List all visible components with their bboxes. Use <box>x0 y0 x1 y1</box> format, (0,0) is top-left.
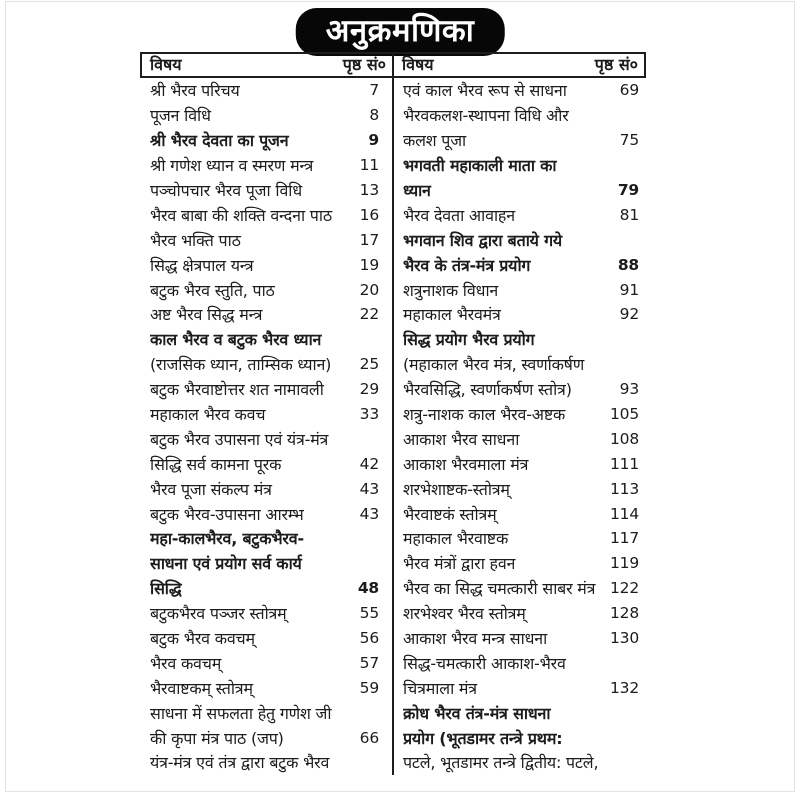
entry-title: बटुक भैरव कवचम् <box>150 629 255 649</box>
entry-page-number: 111 <box>610 454 639 473</box>
entry-page-number: 113 <box>610 479 639 498</box>
toc-entry <box>140 103 392 128</box>
entry-title: भैरव भक्ति पाठ <box>150 230 241 250</box>
entry-title: अष्ट भैरव सिद्ध मन्त्र <box>150 305 263 325</box>
toc-entry <box>394 352 646 377</box>
entry-page-number: 55 <box>359 604 379 623</box>
toc-entry <box>140 178 392 203</box>
entry-page-number: 122 <box>610 579 639 598</box>
toc-entry <box>394 626 646 651</box>
toc-entry <box>394 377 646 402</box>
toc-entry <box>140 227 392 252</box>
toc-entry <box>140 78 392 103</box>
entry-page-number: 11 <box>359 156 379 175</box>
entry-page-number: 22 <box>359 305 379 324</box>
toc-entry <box>394 700 646 725</box>
entry-title: महा-कालभैरव, बटुकभैरव- <box>150 529 304 549</box>
entry-title: यंत्र-मंत्र एवं तंत्र द्वारा बटुक भैरव <box>150 753 330 773</box>
toc-entry <box>394 551 646 576</box>
entry-title: शत्रु-नाशक काल भैरव-अष्टक <box>403 405 566 425</box>
toc-entry <box>140 551 392 576</box>
entry-page-number: 105 <box>610 405 639 424</box>
entry-page-number: 59 <box>359 678 379 697</box>
entry-title: भैरव के तंत्र-मंत्र प्रयोग <box>403 255 531 275</box>
entry-title: प्रयोग (भूतडामर तन्त्रे प्रथम: <box>403 728 563 748</box>
toc-entry <box>140 128 392 153</box>
toc-entry <box>394 202 646 227</box>
entry-title: पटले, भूतडामर तन्त्रे द्वितीय: पटले, <box>403 753 599 773</box>
entry-title: भैरवाष्टकं स्तोत्रम् <box>403 504 497 524</box>
entry-title: भैरव कवचम् <box>150 653 222 673</box>
entry-title: भैरवकलश-स्थापना विधि और <box>403 106 569 126</box>
entry-title: भगवती महाकाली माता का <box>403 156 557 176</box>
entry-page-number: 17 <box>359 230 379 249</box>
toc-entry <box>394 178 646 203</box>
entry-page-number: 9 <box>368 131 379 150</box>
entry-title: बटुक भैरवाष्टोत्तर शत नामावली <box>150 380 324 400</box>
entry-title: (राजसिक ध्यान, ताम्सिक ध्यान) <box>150 355 332 375</box>
toc-entry <box>394 78 646 103</box>
entry-page-number: 42 <box>359 454 379 473</box>
entry-title: चित्रमाला मंत्र <box>403 678 477 698</box>
toc-entry <box>140 426 392 451</box>
entry-page-number: 33 <box>359 405 379 424</box>
entry-title: भैरव बाबा की शक्ति वन्दना पाठ <box>150 205 332 225</box>
toc-entry <box>394 750 646 775</box>
entry-page-number: 132 <box>610 678 639 697</box>
toc-entry <box>140 675 392 700</box>
toc-entry <box>140 352 392 377</box>
toc-entry <box>140 650 392 675</box>
toc-entry <box>394 277 646 302</box>
toc-entry <box>394 576 646 601</box>
toc-entry <box>394 103 646 128</box>
toc-header-right <box>394 52 646 78</box>
entry-title: आकाश भैरव साधना <box>403 429 520 449</box>
entry-title: साधना एवं प्रयोग सर्व कार्य <box>150 554 302 574</box>
toc-entry <box>140 402 392 427</box>
toc-entry <box>394 476 646 501</box>
entry-title: आकाश भैरव मन्त्र साधना <box>403 629 548 649</box>
entry-title: भगवान शिव द्वारा बताये गये <box>403 230 562 250</box>
entry-title: भैरव पूजा संकल्प मंत्र <box>150 479 272 499</box>
entry-title: शत्रुनाशक विधान <box>403 280 499 300</box>
toc-entry <box>140 576 392 601</box>
entry-page-number: 48 <box>357 579 379 598</box>
toc-entry <box>394 402 646 427</box>
entry-title: भैरवाष्टकम् स्तोत्रम् <box>150 678 253 698</box>
toc-entry <box>394 426 646 451</box>
toc-entry <box>140 526 392 551</box>
entry-title: काल भैरव व बटुक भैरव ध्यान <box>150 330 322 350</box>
toc-entry <box>394 252 646 277</box>
entry-page-number: 79 <box>617 181 639 199</box>
entry-page-number: 13 <box>359 181 379 199</box>
toc-column-right <box>394 52 646 775</box>
entry-page-number: 19 <box>359 255 379 274</box>
entry-title: श्री गणेश ध्यान व स्मरण मन्त्र <box>150 156 314 176</box>
entry-page-number: 69 <box>619 81 639 100</box>
entry-title: महाकाल भैरवमंत्र <box>403 305 501 325</box>
entry-title: श्री भैरव परिचय <box>150 81 240 101</box>
entry-title: बटुक भैरव स्तुति, पाठ <box>150 280 275 300</box>
toc-entry <box>140 725 392 750</box>
toc-entry <box>140 750 392 775</box>
toc-entries-right <box>394 78 646 775</box>
header-subject-label: विषय <box>150 55 182 74</box>
toc-header-left <box>140 52 392 78</box>
entry-page-number: 92 <box>619 305 639 324</box>
entry-title: श्री भैरव देवता का पूजन <box>150 131 289 151</box>
toc-entry <box>140 601 392 626</box>
entry-title: भैरव का सिद्ध चमत्कारी साबर मंत्र <box>403 579 596 599</box>
entry-title: शरभेशाष्टक-स्तोत्रम् <box>403 479 510 499</box>
entry-page-number: 114 <box>610 504 639 523</box>
entry-title: की कृपा मंत्र पाठ (जप) <box>150 728 284 748</box>
toc-entry <box>140 302 392 327</box>
header-page-label: पृष्ठ सं० <box>342 55 386 74</box>
entry-page-number: 7 <box>369 81 379 100</box>
entry-title: साधना में सफलता हेतु गणेश जी <box>150 703 332 723</box>
toc-entry <box>140 277 392 302</box>
toc-entry <box>140 451 392 476</box>
entry-page-number: 20 <box>359 280 379 299</box>
entry-page-number: 8 <box>369 106 379 125</box>
toc-entry <box>140 202 392 227</box>
entry-page-number: 75 <box>619 131 639 150</box>
toc-entry <box>394 451 646 476</box>
toc-entry <box>140 377 392 402</box>
toc-entry <box>394 501 646 526</box>
entry-page-number: 25 <box>359 355 379 374</box>
toc-entry <box>394 153 646 178</box>
entry-page-number: 128 <box>610 604 639 623</box>
entry-page-number: 43 <box>359 479 379 498</box>
entry-page-number: 56 <box>359 629 379 648</box>
entry-title: आकाश भैरवमाला मंत्र <box>403 454 529 474</box>
toc-entry <box>140 327 392 352</box>
entry-page-number: 119 <box>610 554 639 573</box>
entry-title: सिद्ध-चमत्कारी आकाश-भैरव <box>403 653 566 673</box>
toc-column-left <box>140 52 394 775</box>
entry-page-number: 57 <box>359 653 379 672</box>
entry-title: कलश पूजा <box>403 131 467 151</box>
toc-entry <box>140 501 392 526</box>
entry-title: महाकाल भैरव कवच <box>150 405 266 425</box>
entry-page-number: 81 <box>619 205 639 224</box>
toc-entry <box>140 700 392 725</box>
entry-title: सिद्ध प्रयोग भैरव प्रयोग <box>403 330 535 350</box>
entry-title: भैरवसिद्धि, स्वर्णाकर्षण स्तोत्र) <box>403 380 572 400</box>
entry-title: भैरव देवता आवाहन <box>403 205 515 225</box>
entry-title: शरभेश्वर भैरव स्तोत्रम् <box>403 604 526 624</box>
toc-entry <box>394 675 646 700</box>
page-title: अनुक्रमणिका <box>296 8 505 56</box>
entry-page-number: 66 <box>359 728 379 747</box>
toc-entry <box>394 302 646 327</box>
entry-page-number: 117 <box>610 529 639 548</box>
toc-entry <box>394 327 646 352</box>
toc-entry <box>394 601 646 626</box>
entry-title: सिद्ध क्षेत्रपाल यन्त्र <box>150 255 254 275</box>
header-page-label: पृष्ठ सं० <box>594 55 638 74</box>
entry-title: भैरव मंत्रों द्वारा हवन <box>403 554 516 574</box>
entry-page-number: 130 <box>610 629 639 648</box>
entry-title: बटुक भैरव उपासना एवं यंत्र-मंत्र <box>150 429 329 449</box>
toc-entry <box>394 725 646 750</box>
entry-title: सिद्धि सर्व कामना पूरक <box>150 454 282 474</box>
entry-title: महाकाल भैरवाष्टक <box>403 529 509 549</box>
toc-entry <box>140 626 392 651</box>
entry-title: क्रोध भैरव तंत्र-मंत्र साधना <box>403 703 551 723</box>
entry-title: पूजन विधि <box>150 106 211 126</box>
entry-page-number: 93 <box>619 380 639 399</box>
entry-page-number: 43 <box>359 504 379 523</box>
entry-page-number: 29 <box>359 380 379 399</box>
toc-entries-left <box>140 78 392 775</box>
entry-title: ध्यान <box>403 181 431 200</box>
entry-title: बटुक भैरव-उपासना आरम्भ <box>150 504 304 524</box>
entry-title: सिद्धि <box>150 579 182 599</box>
toc-entry <box>140 252 392 277</box>
entry-page-number: 16 <box>359 205 379 224</box>
entry-title: पञ्चोपचार भैरव पूजा विधि <box>150 181 302 200</box>
entry-title: (महाकाल भैरव मंत्र, स्वर्णाकर्षण <box>403 355 585 375</box>
entry-page-number: 108 <box>610 429 639 448</box>
toc-entry <box>394 526 646 551</box>
toc-table <box>140 52 646 775</box>
toc-entry <box>394 128 646 153</box>
header-subject-label: विषय <box>402 55 434 74</box>
toc-entry <box>394 227 646 252</box>
entry-page-number: 91 <box>619 280 639 299</box>
entry-page-number: 88 <box>617 255 639 274</box>
toc-entry <box>140 476 392 501</box>
toc-entry <box>394 650 646 675</box>
toc-entry <box>140 153 392 178</box>
entry-title: एवं काल भैरव रूप से साधना <box>403 81 567 101</box>
entry-title: बटुकभैरव पञ्जर स्तोत्रम् <box>150 604 287 624</box>
